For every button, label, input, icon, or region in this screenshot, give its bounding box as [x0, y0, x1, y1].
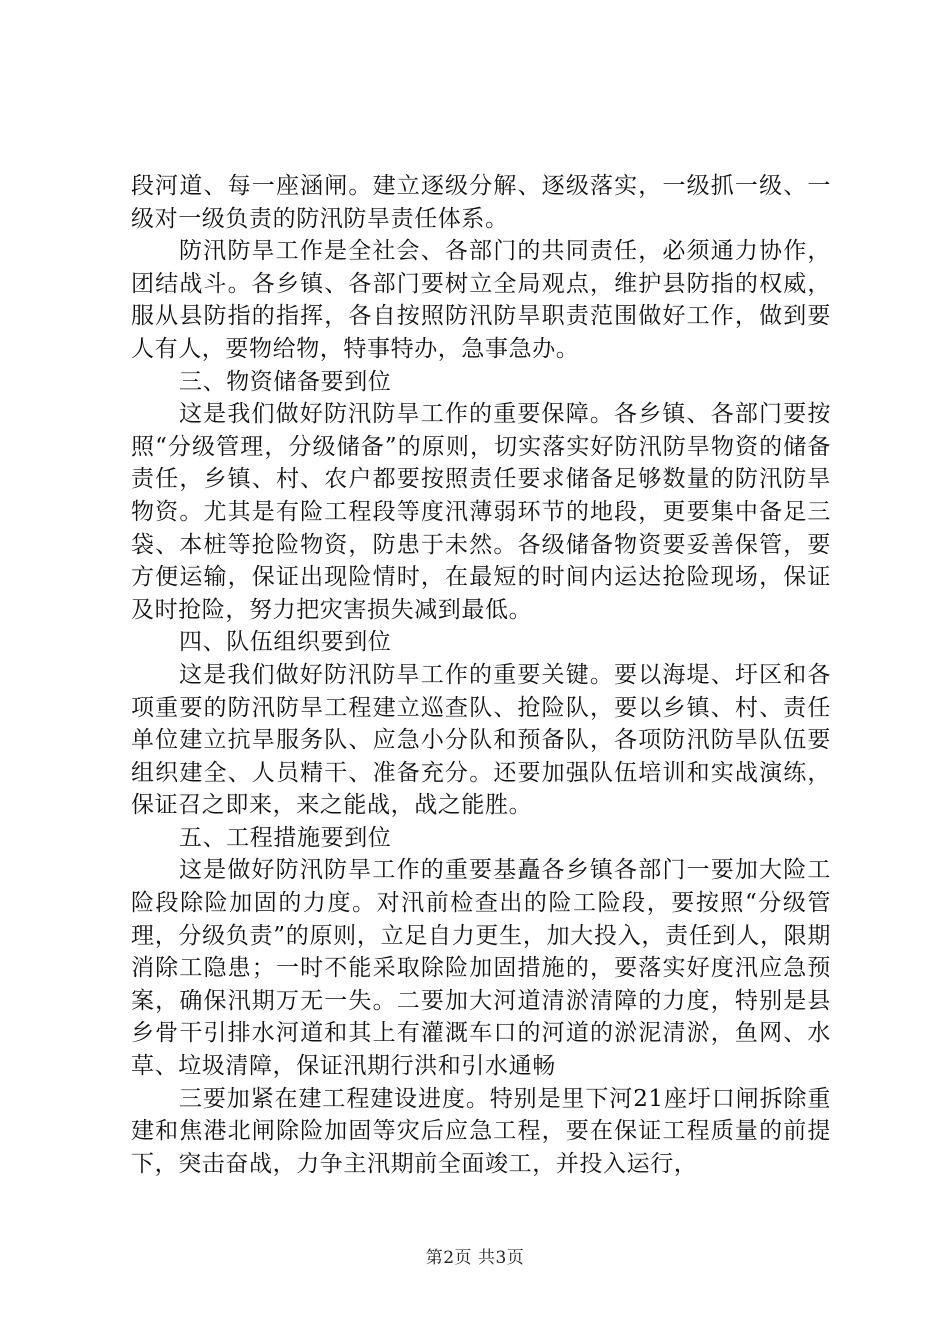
section-heading-engineering: 五、工程措施要到位: [179, 824, 392, 851]
section-heading-materials: 三、物资储备要到位: [179, 368, 392, 395]
paragraph-responsibility: 防汛防旱工作是全社会、各部门的共同责任，必须通力协作，团结战斗。各乡镇、各部门要树立全局观点，维护县防指的权威，服从县防指的指挥，各自按照防汛防旱职责范围做好工作，做到要人有人，要物给物，特事特办，急事急办。: [131, 238, 831, 362]
paragraph-continuation: 段河道、每一座涵闸。建立逐级分解、逐级落实，一级抓一级、一级对一级负责的防汛防旱责任体系。: [131, 173, 831, 232]
section-heading-teams: 四、队伍组织要到位: [179, 629, 392, 656]
paragraph-teams: 这是我们做好防汛防旱工作的重要关键。要以海堤、圩区和各项重要的防汛防旱工程建立巡查队、抢险队，要以乡镇、村、责任单位建立抗旱服务队、应急小分队和预备队，各项防汛防旱队伍要组织建全、人员精干、准备充分。还要加强队伍培训和实战演练，保证召之即来，来之能战，战之能胜。: [131, 661, 831, 819]
page-footer: 第2页 共3页: [425, 1248, 525, 1268]
paragraph-materials: 这是我们做好防汛防旱工作的重要保障。各乡镇、各部门要按照“分级管理，分级储备”的原则，切实落实好防汛防旱物资的储备责任，乡镇、村、农户都要按照责任要求储备足够数量的防汛防旱物资。尤其是有险工程段等度汛薄弱环节的地段，更要集中备足三袋、本桩等抢险物资，防患于未然。各级储备物资要妥善保管，要方便运输，保证出现险情时，在最短的时间内运达抢险现场，保证及时抢险，努力把灾害损失减到最低。: [131, 401, 831, 623]
document-body: [131, 170, 831, 1180]
paragraph-construction: 三要加紧在建工程建设进度。特别是里下河21座圩口闸拆除重建和焦港北闸除险加固等灾后应急工程，要在保证工程质量的前提下，突击奋战，力争主汛期前全面竣工，并投入运行，: [131, 1085, 831, 1177]
paragraph-engineering: 这是做好防汛防旱工作的重要基矗各乡镇各部门一要加大险工险段除险加固的力度。对汛前检查出的险工险段，要按照“分级管理，分级负责”的原则，立足自力更生，加大投入，责任到人，限期消除工隐患；一时不能采取除险加固措施的，要落实好度汛应急预案，确保汛期万无一失。二要加大河道清淤清障的力度，特别是县乡骨干引排水河道和其上有灌溉车口的河道的淤泥清淤，鱼网、水草、垃圾清障，保证汛期行洪和引水通畅: [131, 857, 831, 1080]
